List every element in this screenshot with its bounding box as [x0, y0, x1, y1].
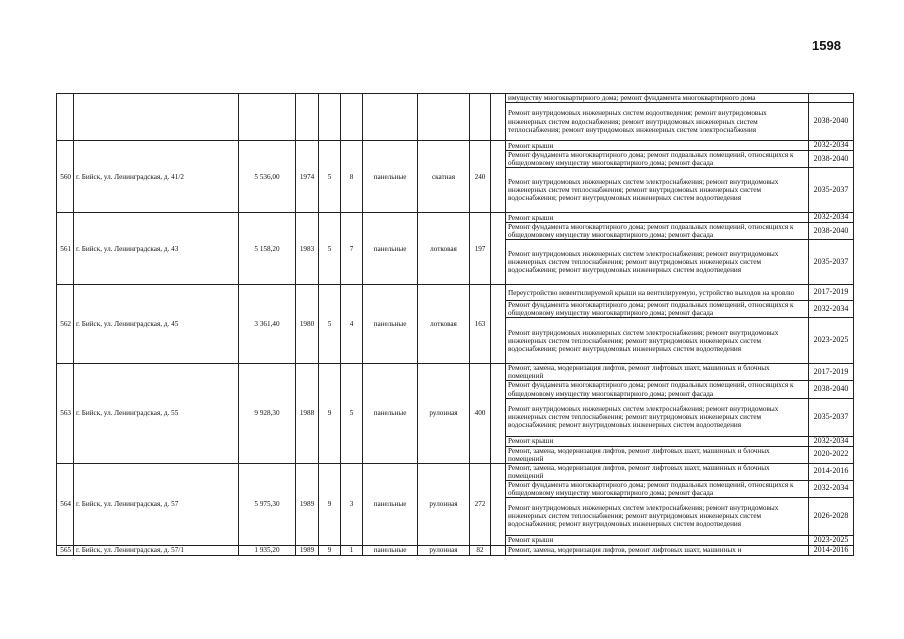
house-year: 1989 — [296, 545, 319, 555]
work-period: 2017-2019 — [809, 364, 854, 381]
house-floors: 5 — [319, 285, 341, 364]
house-number: 562 — [57, 285, 74, 364]
roof-type: рулонная — [418, 364, 470, 463]
house-entrances: 3 — [341, 463, 363, 545]
work-description: Ремонт, замена, модернизация лифтов, ремонт лифтовых шахт, машинных и блочных помещений — [506, 364, 809, 381]
table-row — [57, 141, 854, 151]
house-area — [239, 94, 296, 141]
work-description: Ремонт, замена, модернизация лифтов, ремонт лифтовых шахт, машинных и блочных помещений — [506, 446, 809, 463]
house-year: 1980 — [296, 285, 319, 364]
blank-cell — [491, 213, 506, 285]
house-floors — [319, 94, 341, 141]
house-area: 5 536,00 — [239, 141, 296, 213]
table-row — [57, 213, 854, 223]
house-floors: 9 — [319, 463, 341, 545]
work-description: Ремонт фундамента многоквартирного дома; ремонт подвальных помещений, относящихся к общедомовому имуществу многоквартирного дома; ремонт фасада — [506, 381, 809, 398]
house-number: 561 — [57, 213, 74, 285]
work-period: 2014-2016 — [809, 545, 854, 555]
blank-cell — [491, 463, 506, 545]
house-year: 1974 — [296, 141, 319, 213]
apartment-count: 272 — [470, 463, 491, 545]
work-description: Ремонт крыши — [506, 535, 809, 545]
roof-type: рулонная — [418, 463, 470, 545]
work-period: 2020-2022 — [809, 446, 854, 463]
house-year: 1983 — [296, 213, 319, 285]
house-number: 560 — [57, 141, 74, 213]
house-number: 564 — [57, 463, 74, 545]
apartment-count: 240 — [470, 141, 491, 213]
work-description: Ремонт внутридомовых инженерных систем электроснабжения; ремонт внутридомовых инженерных систем теплоснабжения; ремонт внутридомовых инженерных систем водоснабжения; ремонт внутридомовых инженерных систем водоотведения — [506, 240, 809, 285]
work-period: 2035-2037 — [809, 398, 854, 436]
house-floors: 9 — [319, 364, 341, 463]
apartment-count: 197 — [470, 213, 491, 285]
house-number: 565 — [57, 545, 74, 555]
table-row — [57, 545, 854, 555]
table-row — [57, 94, 854, 103]
house-area: 3 361,40 — [239, 285, 296, 364]
work-period: 2017-2019 — [809, 285, 854, 301]
apartment-count: 163 — [470, 285, 491, 364]
wall-material: панельные — [363, 463, 418, 545]
house-area: 9 928,30 — [239, 364, 296, 463]
work-description: Ремонт внутридомовых инженерных систем электроснабжения; ремонт внутридомовых инженерных систем теплоснабжения; ремонт внутридомовых инженерных систем водоснабжения; ремонт внутридомовых инженерных систем водоотведения — [506, 497, 809, 535]
work-description: Переустройство невентилируемой крыши на вентилируемую, устройство выходов на кровлю — [506, 285, 809, 301]
work-period — [809, 94, 854, 103]
work-period: 2038-2040 — [809, 381, 854, 398]
work-period: 2032-2034 — [809, 436, 854, 446]
work-description: Ремонт фундамента многоквартирного дома; ремонт подвальных помещений, относящихся к общедомовому имуществу многоквартирного дома; ремонт фасада — [506, 480, 809, 497]
house-address: г. Бийск, ул. Ленинградская, д. 41/2 — [74, 141, 239, 213]
work-description: Ремонт крыши — [506, 141, 809, 151]
work-description: Ремонт, замена, модернизация лифтов, ремонт лифтовых шахт, машинных и — [506, 545, 809, 555]
blank-cell — [491, 285, 506, 364]
work-period: 2023-2025 — [809, 318, 854, 364]
house-floors: 9 — [319, 545, 341, 555]
work-period: 2023-2025 — [809, 535, 854, 545]
work-period: 2032-2034 — [809, 141, 854, 151]
work-period: 2032-2034 — [809, 301, 854, 318]
table-row — [57, 463, 854, 480]
house-number: 563 — [57, 364, 74, 463]
wall-material — [363, 94, 418, 141]
work-description: Ремонт фундамента многоквартирного дома; ремонт подвальных помещений, относящихся к общедомовому имуществу многоквартирного дома; ремонт фасада — [506, 301, 809, 318]
work-description: имуществу многоквартирного дома; ремонт фундамента многоквартирного дома — [506, 94, 809, 103]
table-body — [57, 94, 854, 556]
work-period: 2032-2034 — [809, 213, 854, 223]
work-period: 2032-2034 — [809, 480, 854, 497]
work-description: Ремонт крыши — [506, 436, 809, 446]
house-year: 1989 — [296, 463, 319, 545]
wall-material: панельные — [363, 364, 418, 463]
house-area: 5 975,30 — [239, 463, 296, 545]
house-year: 1988 — [296, 364, 319, 463]
apartment-count: 400 — [470, 364, 491, 463]
work-period: 2035-2037 — [809, 168, 854, 213]
roof-type: рулонная — [418, 545, 470, 555]
document-sheet — [56, 93, 849, 556]
table-row — [57, 364, 854, 381]
house-area: 1 935,20 — [239, 545, 296, 555]
house-number — [57, 94, 74, 141]
table-row — [57, 285, 854, 301]
work-period: 2035-2037 — [809, 240, 854, 285]
house-entrances: 4 — [341, 285, 363, 364]
blank-cell — [491, 545, 506, 555]
repair-schedule-table — [56, 93, 854, 556]
apartment-count — [470, 94, 491, 141]
house-address: г. Бийск, ул. Ленинградская, д. 43 — [74, 213, 239, 285]
wall-material: панельные — [363, 141, 418, 213]
house-address: г. Бийск, ул. Ленинградская, д. 55 — [74, 364, 239, 463]
house-entrances: 5 — [341, 364, 363, 463]
house-address — [74, 94, 239, 141]
work-period: 2038-2040 — [809, 223, 854, 240]
roof-type: лотковая — [418, 285, 470, 364]
work-description: Ремонт внутридомовых инженерных систем электроснабжения; ремонт внутридомовых инженерных систем теплоснабжения; ремонт внутридомовых инженерных систем водоснабжения; ремонт внутридомовых инженерных систем водоотведения — [506, 168, 809, 213]
work-period: 2038-2040 — [809, 151, 854, 168]
house-floors: 5 — [319, 141, 341, 213]
work-description: Ремонт крыши — [506, 213, 809, 223]
page-number: 1598 — [812, 38, 841, 53]
blank-cell — [491, 364, 506, 463]
house-address: г. Бийск, ул. Ленинградская, д. 45 — [74, 285, 239, 364]
work-period: 2014-2016 — [809, 463, 854, 480]
work-period: 2026-2028 — [809, 497, 854, 535]
wall-material: панельные — [363, 285, 418, 364]
work-description: Ремонт внутридомовых инженерных систем электроснабжения; ремонт внутридомовых инженерных систем теплоснабжения; ремонт внутридомовых инженерных систем водоснабжения; ремонт внутридомовых инженерных систем водоотведения — [506, 398, 809, 436]
house-entrances — [341, 94, 363, 141]
apartment-count: 82 — [470, 545, 491, 555]
house-address: г. Бийск, ул. Ленинградская, д. 57 — [74, 463, 239, 545]
wall-material: панельные — [363, 545, 418, 555]
work-description: Ремонт, замена, модернизация лифтов, ремонт лифтовых шахт, машинных и блочных помещений — [506, 463, 809, 480]
work-description: Ремонт внутридомовых инженерных систем электроснабжения; ремонт внутридомовых инженерных систем теплоснабжения; ремонт внутридомовых инженерных систем водоснабжения; ремонт внутридомовых инженерных систем водоотведения — [506, 318, 809, 364]
house-entrances: 8 — [341, 141, 363, 213]
blank-cell — [491, 141, 506, 213]
roof-type: скатная — [418, 141, 470, 213]
work-description: Ремонт фундамента многоквартирного дома; ремонт подвальных помещений, относящихся к общедомовому имуществу многоквартирного дома; ремонт фасада — [506, 151, 809, 168]
house-area: 5 158,20 — [239, 213, 296, 285]
roof-type: лотковая — [418, 213, 470, 285]
work-description: Ремонт фундамента многоквартирного дома; ремонт подвальных помещений, относящихся к общедомовому имуществу многоквартирного дома; ремонт фасада — [506, 223, 809, 240]
blank-cell — [491, 94, 506, 141]
work-period: 2038-2040 — [809, 103, 854, 141]
work-description: Ремонт внутридомовых инженерных систем водоотведения; ремонт внутридомовых инженерных систем водоснабжения; ремонт внутридомовых инженерных систем теплоснабжения; ремонт внутридомовых инженерных систем электроснабжения — [506, 103, 809, 141]
house-year — [296, 94, 319, 141]
wall-material: панельные — [363, 213, 418, 285]
house-entrances: 1 — [341, 545, 363, 555]
roof-type — [418, 94, 470, 141]
house-floors: 5 — [319, 213, 341, 285]
house-entrances: 7 — [341, 213, 363, 285]
house-address: г. Бийск, ул. Ленинградская, д. 57/1 — [74, 545, 239, 555]
